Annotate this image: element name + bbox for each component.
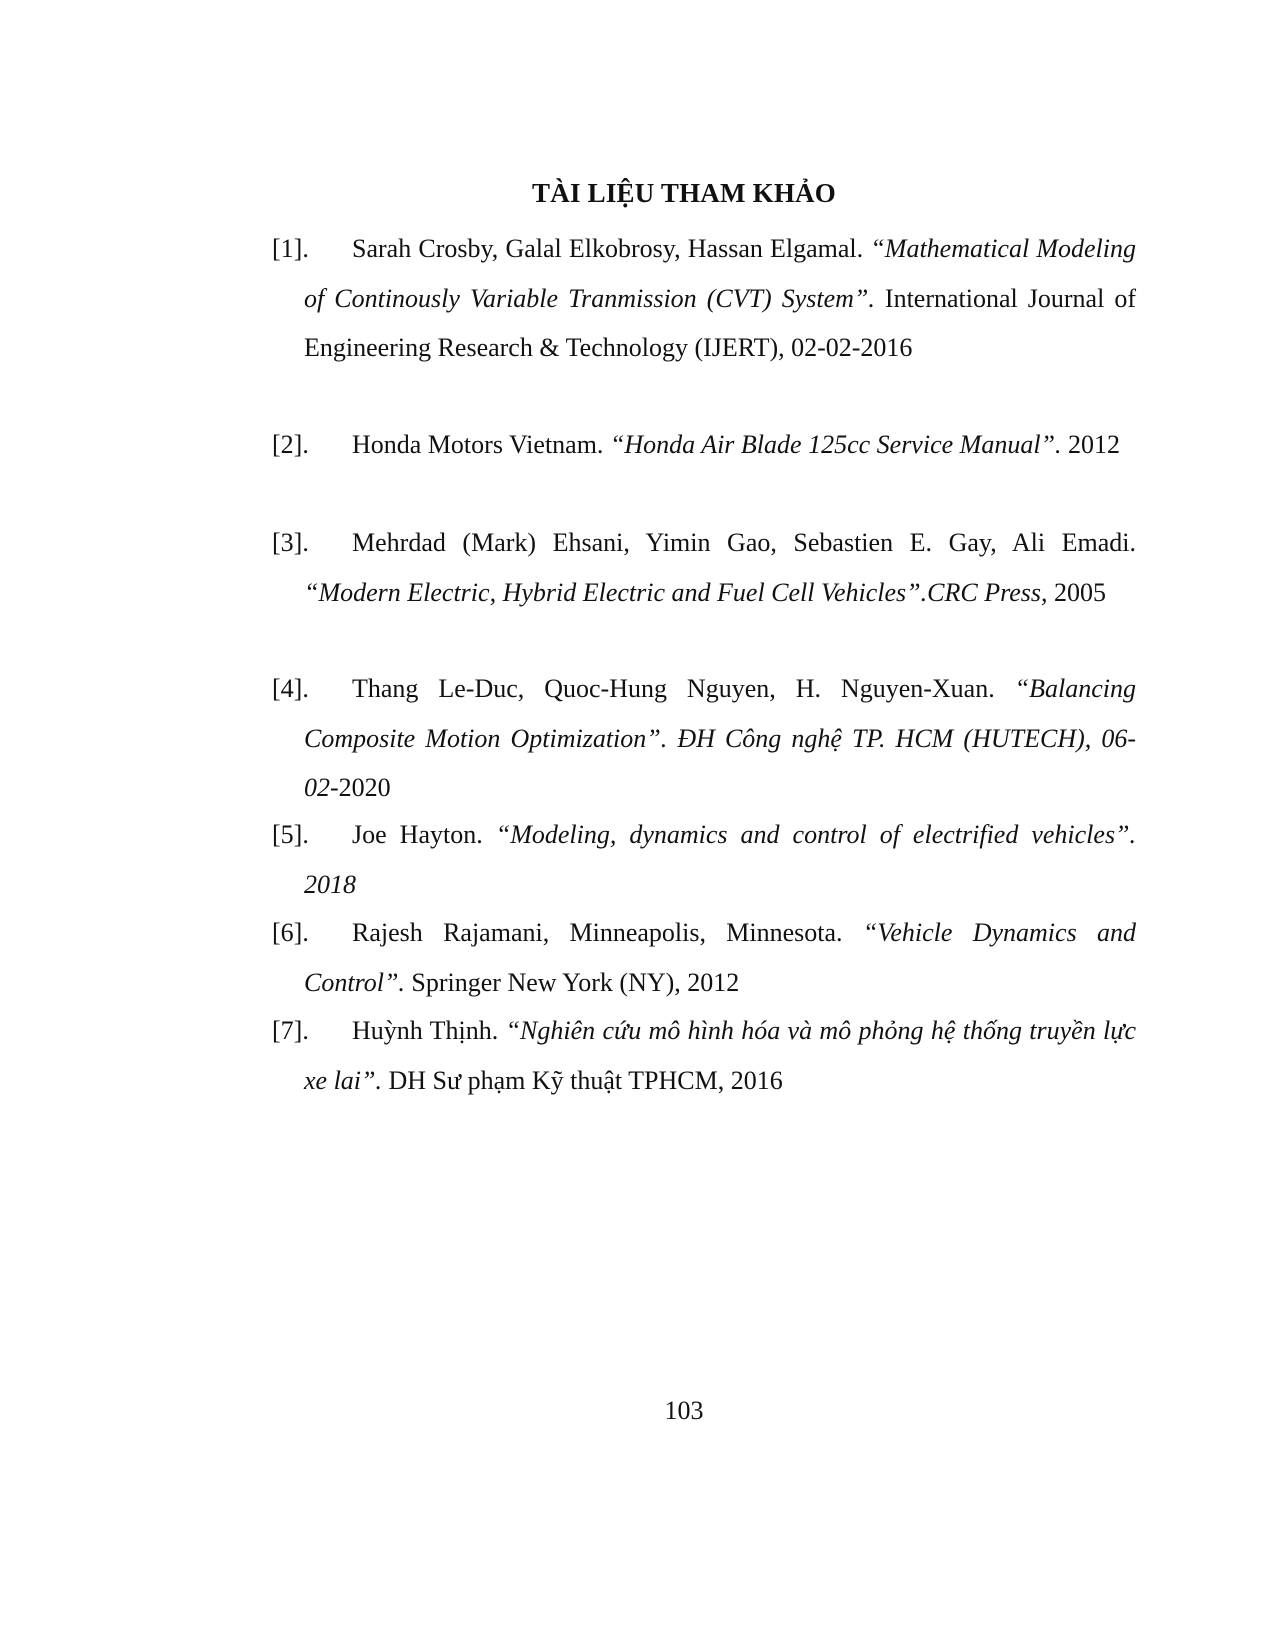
- page-number: 103: [664, 1396, 704, 1425]
- reference-authors: Joe Hayton.: [352, 820, 483, 849]
- reference-item-2: [272, 420, 1136, 518]
- reference-item-6: [272, 908, 1136, 1006]
- reference-number: [5].: [272, 820, 309, 849]
- reference-number: [1].: [272, 234, 309, 263]
- reference-title: “Balancing Composite Motion Optimization”. ĐH Công nghệ TP. HCM (HUTECH), 06-02-: [304, 674, 1137, 802]
- reference-authors: Rajesh Rajamani, Minneapolis, Minnesota.: [352, 918, 843, 947]
- reference-title: “Modeling, dynamics and control of electrified vehicles”. 2018: [304, 820, 1137, 899]
- reference-source: 2012: [1068, 430, 1120, 459]
- reference-title: “Nghiên cứu mô hình hóa và mô phỏng hệ thống truyền lực xe lai”.: [304, 1016, 1137, 1095]
- reference-title: “Modern Electric, Hybrid Electric and Fuel Cell Vehicles”.CRC Press,: [304, 577, 1048, 607]
- reference-authors: Honda Motors Vietnam.: [352, 430, 604, 459]
- reference-source: DH Sư phạm Kỹ thuật TPHCM, 2016: [388, 1065, 783, 1095]
- reference-title: “Honda Air Blade 125cc Service Manual”.: [609, 430, 1062, 459]
- reference-authors: Huỳnh Thịnh.: [352, 1016, 499, 1045]
- reference-authors: Thang Le-Duc, Quoc-Hung Nguyen, H. Nguyen-Xuan.: [352, 674, 995, 703]
- reference-number: [3].: [272, 528, 309, 557]
- reference-source: International Journal of Engineering Research & Technology (IJERT), 02-02-2016: [304, 283, 1137, 362]
- reference-item-7: [272, 1006, 1136, 1104]
- reference-authors: Sarah Crosby, Galal Elkobrosy, Hassan Elgamal.: [352, 234, 864, 263]
- reference-title: “Vehicle Dynamics and Control”.: [304, 918, 1136, 997]
- reference-number: [6].: [272, 918, 309, 947]
- reference-authors: Mehrdad (Mark) Ehsani, Yimin Gao, Sebastien E. Gay, Ali Emadi.: [352, 528, 1136, 557]
- page-title: TÀI LIỆU THAM KHẢO: [532, 178, 836, 208]
- reference-source: 2005: [1054, 577, 1107, 607]
- reference-number: [2].: [272, 430, 309, 459]
- reference-item-3: [272, 518, 1136, 664]
- reference-number: [7].: [272, 1016, 309, 1045]
- reference-item-4: [272, 664, 1136, 810]
- reference-number: [4].: [272, 674, 309, 703]
- reference-title: “Mathematical Modeling of Continously Variable Tranmission (CVT) System”.: [304, 234, 1137, 313]
- reference-source: 2020: [338, 773, 391, 802]
- reference-item-1: [272, 224, 1136, 420]
- reference-list: [272, 224, 1136, 1104]
- reference-item-5: [272, 810, 1136, 908]
- reference-source: Springer New York (NY), 2012: [411, 967, 740, 997]
